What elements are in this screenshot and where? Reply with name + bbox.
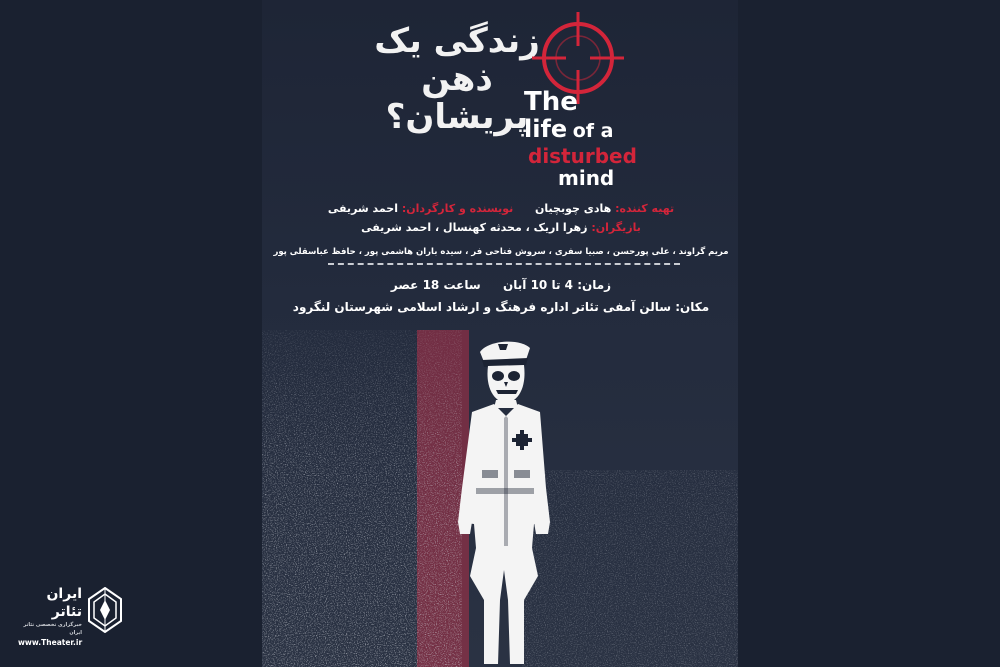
dashed-divider	[328, 263, 680, 265]
writer-director-name: احمد شریفی	[327, 202, 398, 215]
title-persian: زندگی یک ذهن پریشان؟	[374, 21, 540, 137]
right-backdrop	[738, 0, 1000, 667]
crew-names: مریم گراوند ، علی پورحسن ، صبیا سفری ، سروش فتاحی فر ، سیده باران هاشمی پور ، حافظ عباسقلی پور	[273, 247, 729, 257]
watermark-text	[18, 585, 82, 649]
credits-producer-row	[268, 202, 734, 215]
poster	[262, 0, 738, 667]
title-en-the: The	[524, 87, 578, 117]
place-value: سالن آمفی تئاتر اداره فرهنگ و ارشاد اسلامی شهرستان لنگرود	[292, 300, 672, 314]
credits-actors-row	[268, 221, 734, 234]
performance-venue	[268, 300, 734, 314]
title-en-of-a: of a	[572, 120, 614, 142]
title-en-mind: mind	[558, 166, 615, 190]
time-dates: 4 تا 10 آبان	[503, 278, 574, 292]
time-hour: ساعت 18 عصر	[390, 278, 481, 292]
producer-label: تهیه کننده:	[615, 202, 675, 215]
left-backdrop	[0, 0, 262, 667]
actors-label: بازیگران:	[591, 221, 641, 234]
watermark-logo	[18, 585, 126, 645]
performance-time	[268, 278, 734, 292]
watermark-subtitle: خبرگزاری تخصصی تئاتر ایران	[23, 622, 82, 636]
place-label: مکان:	[675, 300, 710, 314]
skeleton-officer-figure	[442, 338, 562, 667]
writer-director-label: نویسنده و کارگردان:	[401, 202, 514, 215]
actors-names: زهرا اریک ، محدثه کهنسال ، احمد شریفی	[361, 221, 588, 234]
producer-name: هادی چوبچیان	[535, 202, 612, 215]
title-en-disturbed: disturbed	[528, 144, 637, 168]
theater-emblem-icon	[88, 587, 122, 633]
watermark-name: ایران تئاتر	[46, 586, 82, 620]
title-english	[524, 88, 644, 189]
watermark-url: www.Theater.ir	[18, 638, 83, 647]
title-en-life-line	[524, 116, 644, 145]
title-en-life: life	[524, 115, 568, 143]
time-label: زمان:	[577, 278, 612, 292]
